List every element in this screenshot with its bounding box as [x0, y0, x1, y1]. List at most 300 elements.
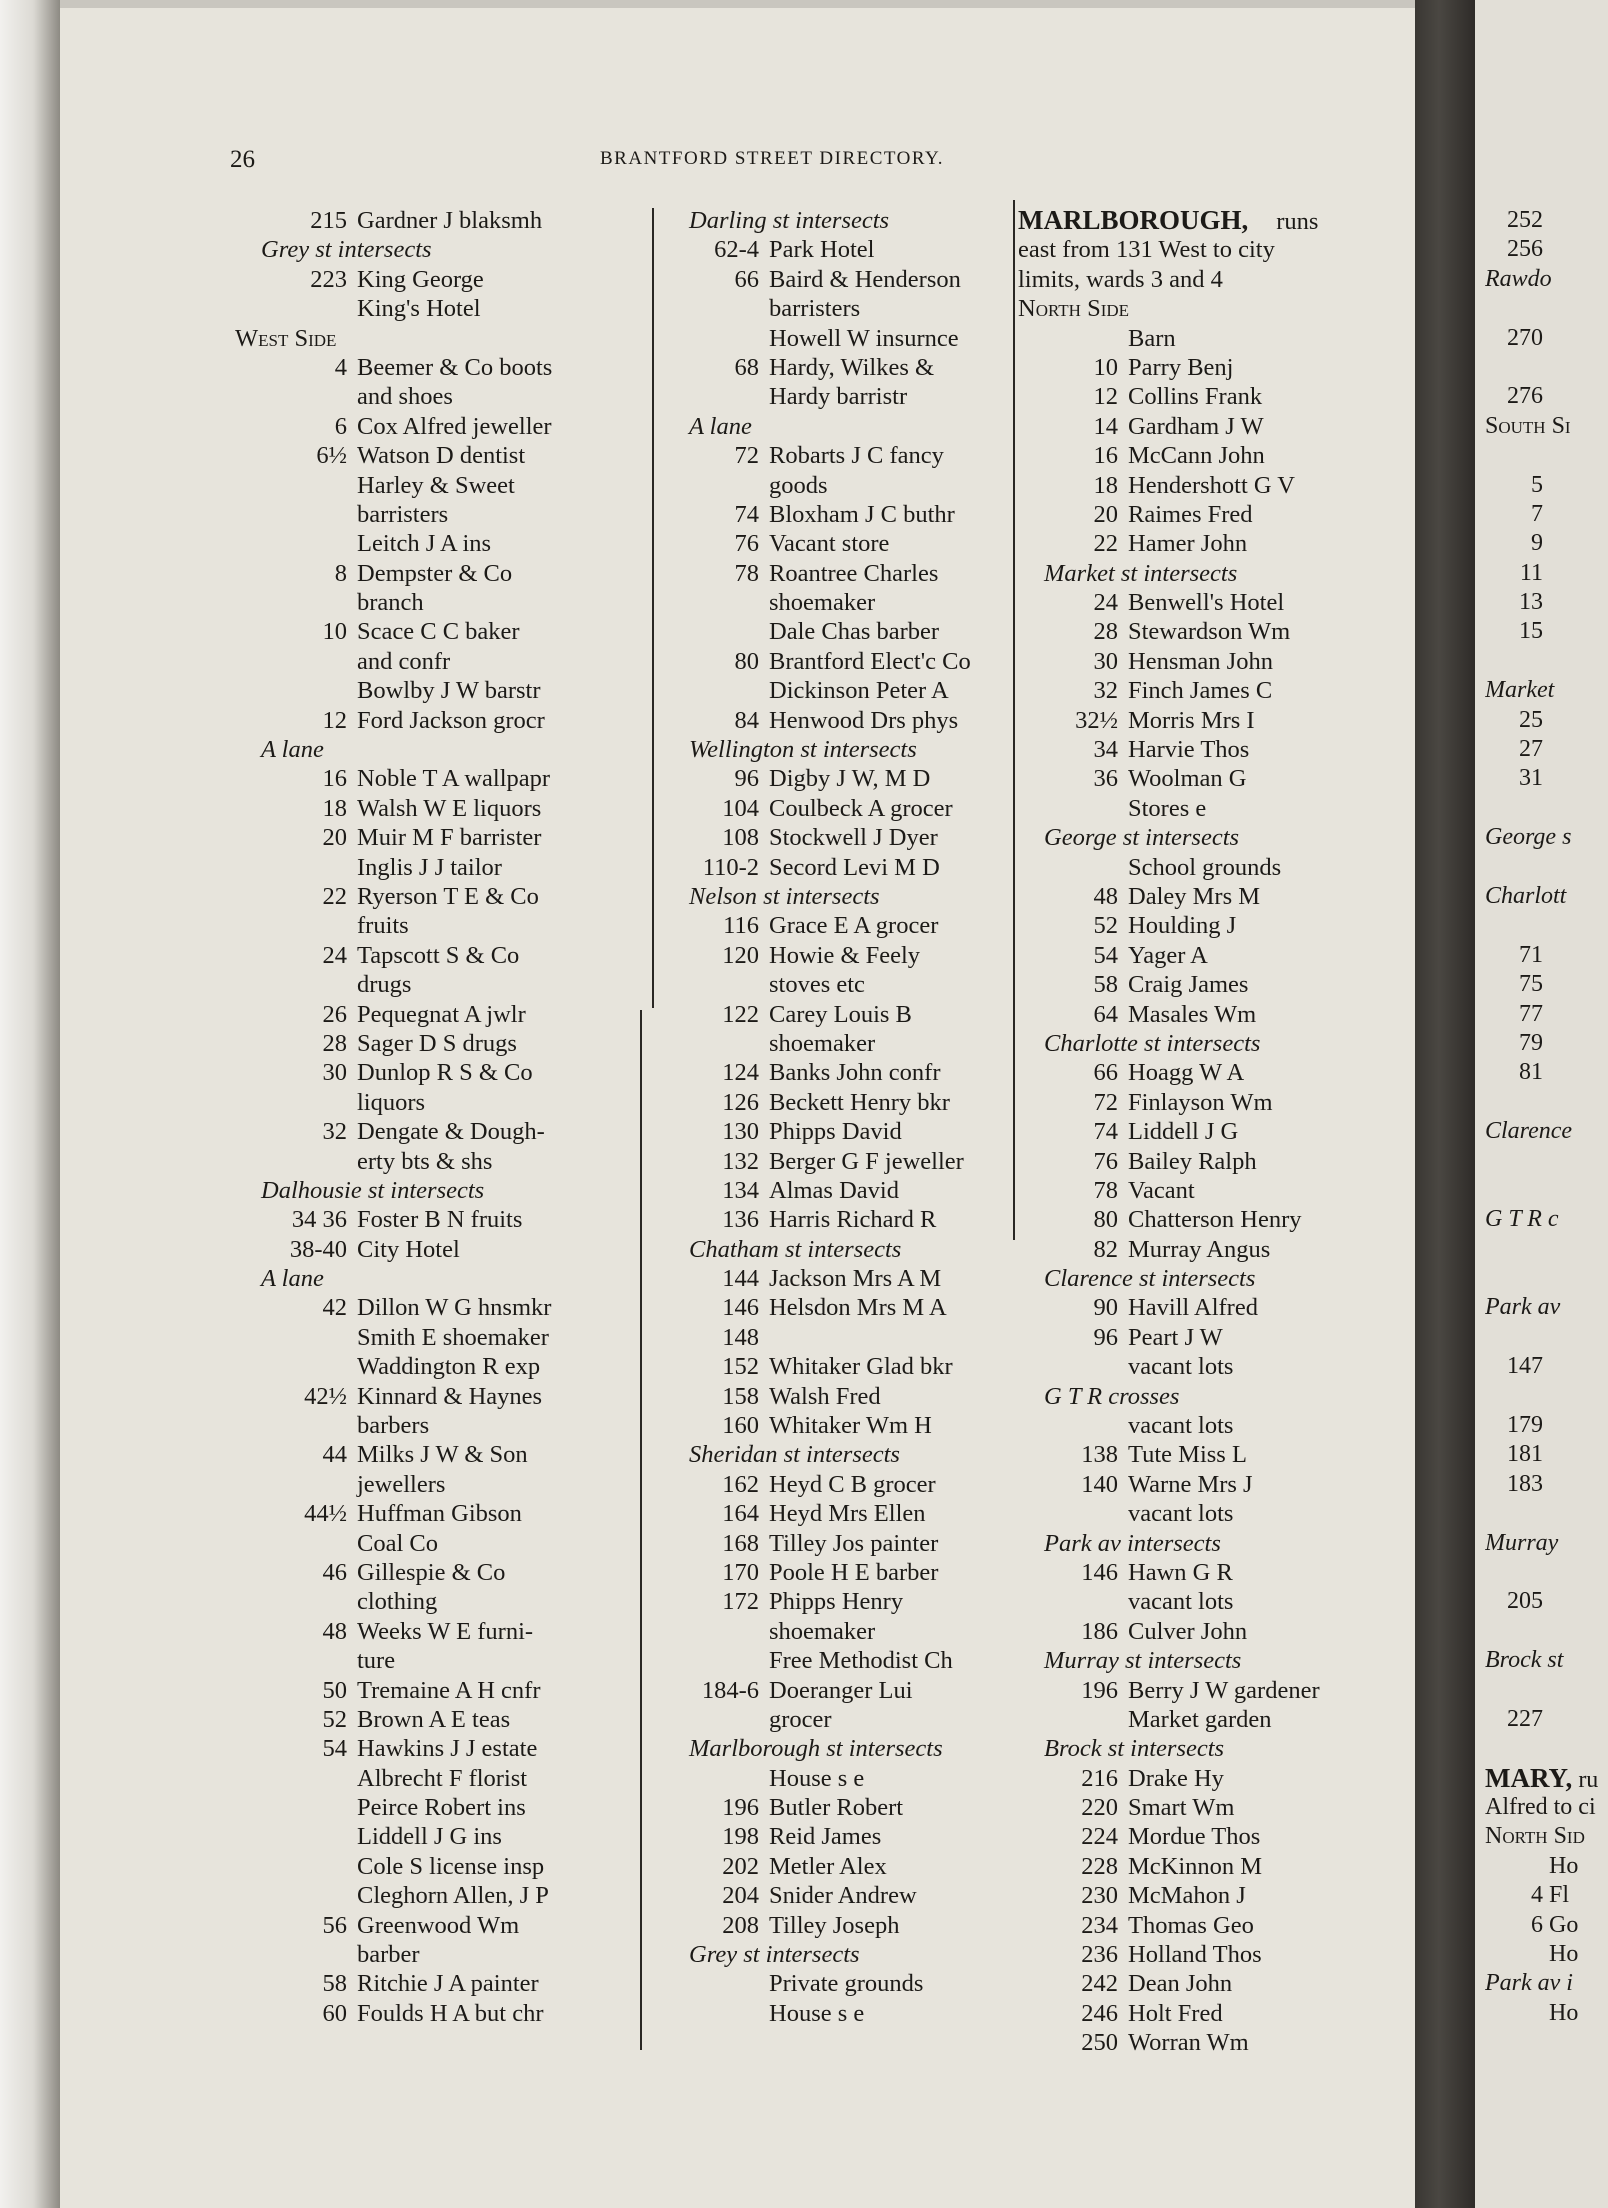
- directory-entry: [1485, 1176, 1608, 1205]
- directory-entry: [235, 294, 655, 323]
- entry-text: Leitch J A ins: [357, 530, 492, 558]
- street-number: 270: [1507, 324, 1543, 351]
- street-heading: [1485, 1764, 1608, 1793]
- description-text: limits, wards 3 and 4: [1018, 265, 1223, 293]
- entry-text: Stockwell J Dyer: [769, 824, 938, 852]
- entry-text: King George: [357, 265, 484, 293]
- entry-text: Brown A E teas: [357, 1705, 511, 1733]
- directory-entry: [663, 706, 1018, 735]
- street-number: 181: [1507, 1441, 1543, 1468]
- directory-entry: [1018, 1235, 1413, 1264]
- entry-text: Benwell's Hotel: [1128, 589, 1285, 617]
- entry-text: Phipps Henry: [769, 1588, 904, 1616]
- directory-entry: [1018, 853, 1413, 882]
- street-number: 52: [1093, 912, 1118, 940]
- directory-entry: [663, 1352, 1018, 1381]
- street-number: 14: [1093, 412, 1118, 440]
- entry-text: Whitaker Glad bkr: [769, 1353, 953, 1381]
- directory-entry: [1018, 1999, 1413, 2028]
- entry-text: and confr: [357, 647, 451, 675]
- entry-text: Hawn G R: [1128, 1558, 1233, 1586]
- directory-entry: [235, 206, 655, 235]
- entry-text: Masales Wm: [1128, 1000, 1257, 1028]
- street-number: 6: [334, 412, 347, 440]
- street-number: 196: [722, 1794, 759, 1822]
- directory-entry: [1485, 1852, 1608, 1881]
- directory-entry: [1018, 676, 1413, 705]
- street-number: 108: [722, 824, 759, 852]
- directory-entry: [1485, 1440, 1608, 1469]
- entry-text: Hardy barristr: [769, 383, 908, 411]
- directory-entry: [663, 324, 1018, 353]
- street-number: 256: [1507, 236, 1543, 263]
- street-number: 164: [722, 1500, 759, 1528]
- street-number: 24: [1093, 589, 1118, 617]
- entry-text: Dillon W G hnsmkr: [357, 1294, 552, 1322]
- street-number: 223: [310, 265, 347, 293]
- entry-text: Peart J W: [1128, 1323, 1223, 1351]
- entry-text: Havill Alfred: [1128, 1294, 1258, 1322]
- directory-entry: [1485, 1676, 1608, 1705]
- directory-entry: [235, 1617, 655, 1646]
- directory-entry: [663, 647, 1018, 676]
- entry-text: Heyd Mrs Ellen: [769, 1500, 926, 1528]
- intersection-label: A lane: [689, 412, 752, 440]
- directory-entry: [1485, 500, 1608, 529]
- street-number: 250: [1081, 2029, 1118, 2057]
- street-number: 42: [322, 1294, 347, 1322]
- intersection-label: Darling st intersects: [689, 207, 890, 234]
- directory-entry: [1485, 1881, 1608, 1910]
- directory-entry: [235, 1382, 655, 1411]
- street-number: 246: [1081, 1999, 1118, 2027]
- street-number: 60: [322, 1999, 347, 2027]
- directory-entry: [235, 1088, 655, 1117]
- intersection-label: George st intersects: [1044, 824, 1240, 852]
- entry-text: Liddell J G ins: [357, 1823, 502, 1851]
- street-number: 16: [1093, 442, 1118, 470]
- street-number: 146: [1081, 1558, 1118, 1586]
- street-number: 74: [734, 500, 759, 528]
- entry-text: Weeks W E furni-: [357, 1617, 534, 1645]
- directory-entry: [663, 500, 1018, 529]
- street-number: 77: [1519, 1000, 1543, 1027]
- directory-entry: [663, 1382, 1018, 1411]
- entry-text: Culver John: [1128, 1617, 1248, 1645]
- directory-entry: [235, 1058, 655, 1087]
- directory-entry: [663, 1587, 1018, 1616]
- directory-entry: [235, 1705, 655, 1734]
- entry-text: Market garden: [1128, 1705, 1272, 1733]
- entry-text: clothing: [357, 1588, 438, 1616]
- entry-text: erty bts & shs: [357, 1147, 493, 1175]
- side-label: North Sid: [1485, 1823, 1585, 1850]
- page-number: 26: [230, 146, 255, 173]
- directory-entry: [1018, 1088, 1413, 1117]
- street-number: 74: [1093, 1118, 1118, 1146]
- directory-entry: [663, 911, 1018, 940]
- street-number: 10: [322, 618, 347, 646]
- directory-entry: [663, 1646, 1018, 1675]
- directory-entry: [1018, 1852, 1413, 1881]
- entry-text: Pequegnat A jwlr: [357, 1000, 526, 1028]
- entry-text: ture: [357, 1647, 396, 1675]
- entry-text: Bowlby J W barstr: [357, 677, 541, 705]
- directory-entry: [235, 1411, 655, 1440]
- entry-text: drugs: [357, 971, 412, 999]
- street-number: 186: [1081, 1617, 1118, 1645]
- intersection-label: Brock st intersects: [1044, 1735, 1225, 1763]
- entry-text: jewellers: [357, 1470, 446, 1498]
- directory-entry: [663, 1000, 1018, 1029]
- directory-entry: [1485, 382, 1608, 411]
- directory-entry: [235, 1587, 655, 1616]
- street-number: 44½: [304, 1500, 347, 1528]
- directory-entry: [1018, 1440, 1413, 1469]
- intersection-label: Rawdo: [1485, 265, 1552, 292]
- street-number: 44: [322, 1441, 347, 1469]
- intersection-label: Park av i: [1485, 1970, 1573, 1997]
- street-number: 76: [734, 530, 759, 558]
- street-number: 96: [1093, 1323, 1118, 1351]
- intersection-label: George s: [1485, 824, 1572, 851]
- entry-text: Fl: [1549, 1882, 1570, 1909]
- street-number: 8: [334, 559, 347, 587]
- directory-entry: [663, 1558, 1018, 1587]
- entry-text: Cox Alfred jeweller: [357, 412, 552, 440]
- entry-text: Helsdon Mrs M A: [769, 1294, 947, 1322]
- directory-entry: [663, 1117, 1018, 1146]
- entry-text: Vacant store: [769, 530, 890, 558]
- street-number: 110-2: [702, 853, 759, 881]
- entry-text: branch: [357, 589, 424, 617]
- entry-text: Dickinson Peter A: [769, 677, 949, 705]
- directory-entry: [1485, 559, 1608, 588]
- street-number: 134: [722, 1176, 759, 1204]
- street-number: 7: [1531, 500, 1543, 527]
- directory-entry: [1485, 1352, 1608, 1381]
- directory-entry: [1018, 970, 1413, 999]
- street-number: 22: [1093, 530, 1118, 558]
- street-number: 82: [1093, 1235, 1118, 1263]
- street-number: 146: [722, 1294, 759, 1322]
- directory-entry: [1018, 324, 1413, 353]
- directory-entry: [663, 1529, 1018, 1558]
- entry-text: House s e: [769, 1999, 865, 2027]
- directory-entry: [235, 911, 655, 940]
- intersection-label: Nelson st intersects: [689, 882, 880, 910]
- street-number: 144: [722, 1265, 759, 1293]
- directory-entry: [663, 1705, 1018, 1734]
- directory-entry: [235, 1881, 655, 1910]
- entry-text: Dengate & Dough-: [357, 1118, 545, 1146]
- street-number: 64: [1093, 1000, 1118, 1028]
- street-number: 27: [1519, 736, 1543, 763]
- street-number: 24: [322, 941, 347, 969]
- street-number: 252: [1507, 207, 1543, 233]
- directory-entry: [1018, 1911, 1413, 1940]
- street-number: 32: [1093, 677, 1118, 705]
- directory-entry: [1485, 911, 1608, 940]
- entry-text: Jackson Mrs A M: [769, 1265, 942, 1293]
- entry-text: Ford Jackson grocr: [357, 706, 545, 734]
- directory-entry: [663, 353, 1018, 382]
- entry-text: Ho: [1549, 1941, 1579, 1968]
- street-number: 72: [1093, 1088, 1118, 1116]
- entry-text: McCann John: [1128, 442, 1265, 470]
- directory-entry: [663, 941, 1018, 970]
- street-number: 38-40: [289, 1235, 347, 1263]
- directory-entry: [1485, 353, 1608, 382]
- directory-entry: [235, 647, 655, 676]
- entry-text: shoemaker: [769, 1617, 876, 1645]
- street-number: 13: [1519, 589, 1543, 616]
- street-number: 162: [722, 1470, 759, 1498]
- street-number: 152: [722, 1353, 759, 1381]
- entry-text: Albrecht F florist: [357, 1764, 528, 1792]
- entry-text: Yager A: [1128, 941, 1208, 969]
- street-number: 136: [722, 1206, 759, 1234]
- directory-entry: [1018, 735, 1413, 764]
- entry-text: Noble T A wallpapr: [357, 765, 551, 793]
- directory-entry: [235, 706, 655, 735]
- street-number: 66: [734, 265, 759, 293]
- side-label: West Side: [235, 324, 337, 352]
- entry-text: Beckett Henry bkr: [769, 1088, 950, 1116]
- directory-entry: [663, 1411, 1018, 1440]
- entry-text: and shoes: [357, 383, 453, 411]
- entry-text: Muir M F barrister: [357, 824, 542, 852]
- entry-text: Roantree Charles: [769, 559, 939, 587]
- entry-text: Bailey Ralph: [1128, 1147, 1257, 1175]
- street-number: 58: [1093, 971, 1118, 999]
- directory-entry: [663, 1499, 1018, 1528]
- directory-entry: [663, 588, 1018, 617]
- directory-entry: [1485, 294, 1608, 323]
- directory-entry: [1485, 617, 1608, 646]
- directory-entry: [663, 1058, 1018, 1087]
- directory-entry: [235, 265, 655, 294]
- directory-entry: [1018, 941, 1413, 970]
- entry-text: Stewardson Wm: [1128, 618, 1291, 646]
- entry-text: Finch James C: [1128, 677, 1273, 705]
- entry-text: grocer: [769, 1705, 832, 1733]
- directory-entry: [235, 529, 655, 558]
- street-number: 215: [310, 207, 347, 234]
- directory-entry: [1018, 647, 1413, 676]
- intersection-label: Murray: [1485, 1529, 1559, 1556]
- directory-entry: [1018, 1617, 1413, 1646]
- directory-entry: [1485, 1587, 1608, 1616]
- entry-text: Warne Mrs J: [1128, 1470, 1253, 1498]
- intersection-label: Charlotte st intersects: [1044, 1029, 1261, 1057]
- directory-entry: [663, 1470, 1018, 1499]
- street-number: 5: [1531, 471, 1543, 498]
- street-number: 12: [322, 706, 347, 734]
- directory-entry: [1485, 764, 1608, 793]
- street-number: 78: [1093, 1176, 1118, 1204]
- street-number: 168: [722, 1529, 759, 1557]
- directory-entry: [663, 1764, 1018, 1793]
- street-number: 66: [1093, 1059, 1118, 1087]
- directory-entry: [1485, 441, 1608, 470]
- column-1: [235, 206, 655, 2028]
- directory-entry: [235, 1558, 655, 1587]
- directory-entry: [1018, 911, 1413, 940]
- description-text: Alfred to ci: [1485, 1794, 1596, 1821]
- street-number: 42½: [304, 1382, 347, 1410]
- street-number: 198: [722, 1823, 759, 1851]
- directory-entry: [663, 853, 1018, 882]
- entry-text: Thomas Geo: [1128, 1911, 1254, 1939]
- directory-entry: [663, 1293, 1018, 1322]
- directory-entry: [1485, 941, 1608, 970]
- street-number: 15: [1519, 618, 1543, 645]
- directory-entry: [235, 1235, 655, 1264]
- intersection-label: Marlborough st intersects: [689, 1735, 943, 1763]
- entry-text: Berry J W gardener: [1128, 1676, 1320, 1704]
- directory-entry: [1485, 1734, 1608, 1763]
- directory-entry: [235, 1352, 655, 1381]
- street-number: 184-6: [701, 1676, 759, 1704]
- intersection-label: A lane: [261, 1265, 324, 1293]
- street-number: 183: [1507, 1470, 1543, 1497]
- street-number: 12: [1093, 383, 1118, 411]
- entry-text: Harvie Thos: [1128, 736, 1250, 764]
- street-number: 34 36: [291, 1206, 347, 1234]
- directory-entry: [235, 588, 655, 617]
- entry-text: Liddell J G: [1128, 1118, 1239, 1146]
- street-number: 96: [734, 765, 759, 793]
- entry-text: Dempster & Co: [357, 559, 513, 587]
- street-number: 204: [722, 1882, 759, 1910]
- book-spine: [1415, 0, 1475, 2208]
- directory-entry: [663, 1264, 1018, 1293]
- street-number: 34: [1093, 736, 1118, 764]
- entry-text: King's Hotel: [357, 295, 481, 323]
- directory-entry: [235, 1822, 655, 1851]
- entry-text: Tilley Jos painter: [769, 1529, 939, 1557]
- directory-entry: [1018, 382, 1413, 411]
- entry-text: Robarts J C fancy: [769, 442, 944, 470]
- directory-entry: [663, 382, 1018, 411]
- street-number: 50: [322, 1676, 347, 1704]
- entry-text: Tapscott S & Co: [357, 941, 520, 969]
- entry-text: Tute Miss L: [1128, 1441, 1247, 1469]
- entry-text: Cole S license insp: [357, 1852, 545, 1880]
- intersection-label: Clarence: [1485, 1118, 1573, 1145]
- entry-text: fruits: [357, 912, 409, 940]
- entry-text: Daley Mrs M: [1128, 882, 1261, 910]
- street-number: 26: [322, 1000, 347, 1028]
- directory-entry: [663, 1029, 1018, 1058]
- street-number: 11: [1519, 559, 1543, 586]
- side-label: North Side: [1018, 295, 1130, 323]
- directory-entry: [235, 353, 655, 382]
- entry-text: Smart Wm: [1128, 1794, 1235, 1822]
- street-number: 84: [734, 706, 759, 734]
- directory-entry: [1485, 1705, 1608, 1734]
- street-number: 36: [1093, 765, 1118, 793]
- street-number: 104: [722, 794, 759, 822]
- directory-entry: [663, 529, 1018, 558]
- directory-entry: [1485, 1029, 1608, 1058]
- entry-text: Raimes Fred: [1128, 500, 1253, 528]
- intersection-label: Grey st intersects: [689, 1941, 860, 1969]
- entry-text: Hendershott G V: [1128, 471, 1295, 499]
- entry-text: Dunlop R S & Co: [357, 1059, 533, 1087]
- entry-text: Gardner J blaksmh: [357, 207, 543, 234]
- street-number: 90: [1093, 1294, 1118, 1322]
- directory-entry: [1018, 500, 1413, 529]
- entry-text: Hamer John: [1128, 530, 1248, 558]
- directory-entry: [663, 265, 1018, 294]
- intersection-label: G T R c: [1485, 1206, 1559, 1233]
- directory-entry: [1485, 970, 1608, 999]
- directory-entry: [1018, 1293, 1413, 1322]
- directory-entry: [1018, 1676, 1413, 1705]
- directory-entry: [663, 1147, 1018, 1176]
- street-number: 234: [1081, 1911, 1118, 1939]
- directory-entry: [1485, 706, 1608, 735]
- entry-text: Peirce Robert ins: [357, 1794, 526, 1822]
- street-number: 20: [322, 824, 347, 852]
- entry-text: Metler Alex: [769, 1852, 887, 1880]
- entry-text: Poole H E barber: [769, 1558, 939, 1586]
- directory-entry: [663, 676, 1018, 705]
- street-number: 224: [1081, 1823, 1118, 1851]
- column-4: [1485, 206, 1608, 2028]
- street-number: 138: [1081, 1441, 1118, 1469]
- directory-entry: [235, 676, 655, 705]
- entry-text: Cleghorn Allen, J P: [357, 1882, 549, 1910]
- directory-entry: [663, 970, 1018, 999]
- entry-text: Ryerson T E & Co: [357, 882, 539, 910]
- street-number: 52: [322, 1705, 347, 1733]
- street-number: 216: [1081, 1764, 1118, 1792]
- directory-entry: [235, 1940, 655, 1969]
- entry-text: Craig James: [1128, 971, 1249, 999]
- entry-text: Coal Co: [357, 1529, 438, 1557]
- directory-entry: [235, 970, 655, 999]
- street-number: 56: [322, 1911, 347, 1939]
- directory-entry: [1485, 206, 1608, 235]
- directory-entry: [663, 235, 1018, 264]
- directory-entry: [235, 1000, 655, 1029]
- entry-text: City Hotel: [357, 1235, 460, 1263]
- street-number: 202: [722, 1852, 759, 1880]
- street-number: 16: [322, 765, 347, 793]
- directory-entry: [235, 471, 655, 500]
- directory-entry: [663, 764, 1018, 793]
- directory-entry: [1018, 1499, 1413, 1528]
- directory-entry: [235, 1734, 655, 1763]
- side-label: South Si: [1485, 412, 1571, 439]
- intersection-label: Market: [1485, 677, 1555, 704]
- directory-entry: [663, 1088, 1018, 1117]
- street-number: 58: [322, 1970, 347, 1998]
- entry-text: Drake Hy: [1128, 1764, 1224, 1792]
- directory-entry: [1485, 853, 1608, 882]
- street-number: 6: [1531, 1911, 1543, 1938]
- entry-text: Banks John confr: [769, 1059, 941, 1087]
- entry-text: Digby J W, M D: [769, 765, 931, 793]
- directory-entry: [663, 1676, 1018, 1705]
- directory-entry: [1485, 1999, 1608, 2028]
- entry-text: Ho: [1549, 1852, 1579, 1879]
- directory-entry: [1018, 1969, 1413, 1998]
- street-number: 276: [1507, 383, 1543, 410]
